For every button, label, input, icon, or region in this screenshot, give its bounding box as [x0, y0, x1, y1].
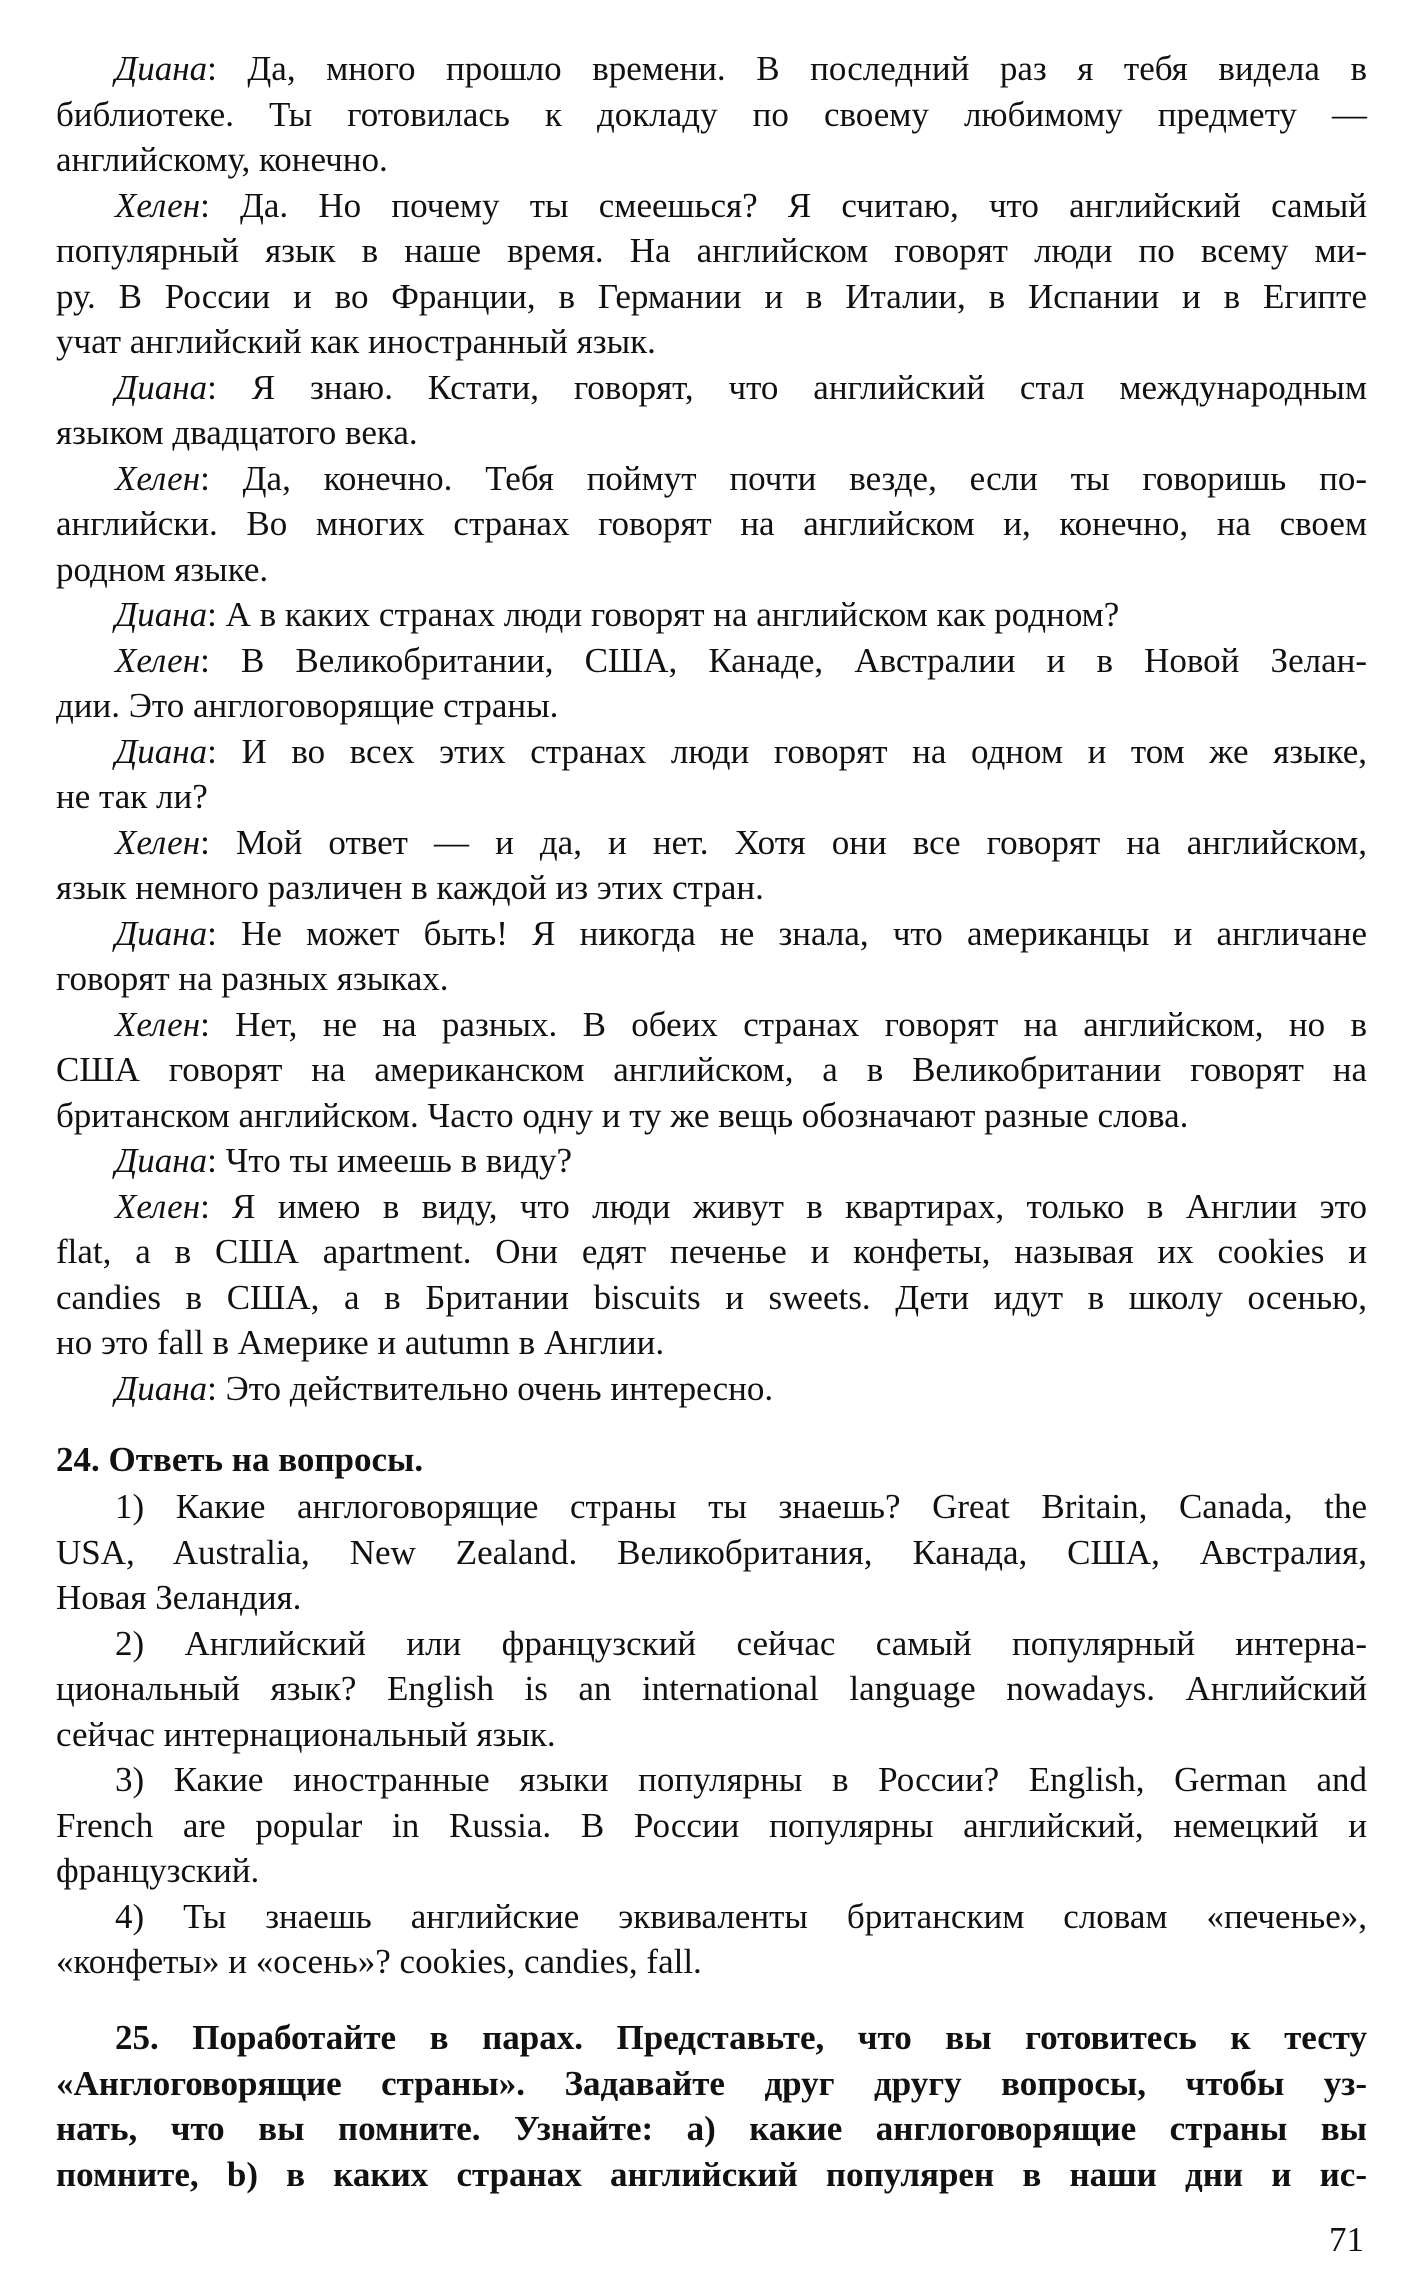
line-text: : В Великобритании, США, Канаде, Австралии и в Новой Зелан-	[200, 640, 1367, 680]
dialogue-line	[56, 1138, 1367, 1184]
speaker-name: Диана	[115, 913, 208, 953]
dialogue-line: популярный язык в наше время. На английском говорят люди по всему ми-	[56, 231, 1367, 270]
answer-line: USA, Australia, New Zealand. Великобритания, Канада, США, Австралия,	[56, 1532, 1367, 1572]
dialogue-line	[56, 365, 1367, 411]
dialogue-line	[56, 638, 1367, 684]
speaker-name: Хелен	[115, 1004, 201, 1044]
answer-line: французский.	[56, 1851, 260, 1890]
dialogue-line: flat, а в США apartment. Они едят печенье и конфеты, называя их cookies и	[56, 1232, 1367, 1271]
speaker-name: Хелен	[115, 185, 201, 225]
answer-line: 4) Ты знаешь английские эквиваленты британским словам «печенье»,	[115, 1896, 1367, 1936]
dialogue-line	[56, 911, 1367, 957]
speaker-name: Диана	[115, 49, 208, 88]
speaker-name: Хелен	[115, 458, 201, 498]
line-text: : Я имею в виду, что люди живут в квартирах, только в Англии это	[200, 1186, 1367, 1226]
dialogue-line: candies в США, а в Британии biscuits и sweets. Дети идут в школу осенью,	[56, 1277, 1367, 1317]
line-text: : Это действительно очень интересно.	[207, 1368, 774, 1408]
speaker-name: Хелен	[115, 822, 201, 862]
speaker-name: Диана	[115, 595, 208, 634]
line-text: : Я знаю. Кстати, говорят, что английский стал международным	[207, 367, 1367, 407]
task-line: 25. Поработайте в парах. Представьте, что вы готовитесь к тесту	[115, 2018, 1367, 2057]
line-text: : Что ты имеешь в виду?	[207, 1141, 572, 1180]
dialogue-line	[56, 729, 1367, 775]
answer-line: Новая Зеландия.	[56, 1578, 302, 1617]
line-text: : Мой ответ — и да, и нет. Хотя они все говорят на английском,	[200, 822, 1367, 862]
dialogue-line: британском английском. Часто одну и ту же вещь обозначают разные слова.	[56, 1095, 1189, 1135]
dialogue-line	[56, 1184, 1367, 1230]
dialogue-line: родном языке.	[56, 549, 269, 589]
dialogue-text	[56, 46, 1367, 1411]
answer-line: циональный язык? English is an international language nowadays. Английский	[56, 1669, 1367, 1708]
dialogue-line	[56, 1366, 1367, 1412]
dialogue-line	[56, 820, 1367, 866]
line-text: : Нет, не на разных. В обеих странах говорят на английском, но в	[200, 1004, 1367, 1044]
line-text: : Да. Но почему ты смеешься? Я считаю, что английский самый	[200, 185, 1367, 225]
line-text: : И во всех этих странах люди говорят на одном и том же языке,	[207, 731, 1367, 771]
answer-line: «конфеты» и «осень»? cookies, candies, fall.	[56, 1942, 702, 1981]
exercise-24-heading: 24. Ответь на вопросы.	[56, 1440, 424, 1479]
dialogue-line: но это fall в Америке и autumn в Англии.	[56, 1323, 665, 1362]
dialogue-line	[56, 1002, 1367, 1048]
task-line: помните, b) в каких странах английский популярен в наши дни и ис-	[56, 2154, 1367, 2194]
line-text: : А в каких странах люди говорят на английском как родном?	[207, 595, 1120, 634]
line-text: : Да, конечно. Тебя поймут почти везде, если ты говоришь по-	[200, 458, 1367, 498]
speaker-name: Хелен	[115, 640, 201, 680]
dialogue-line	[56, 456, 1367, 502]
speaker-name: Диана	[115, 731, 208, 771]
speaker-name: Диана	[115, 1368, 208, 1408]
dialogue-line: не так ли?	[56, 777, 208, 816]
dialogue-line: дии. Это англоговорящие страны.	[56, 686, 559, 725]
dialogue-line: ру. В России и во Франции, в Германии и в Италии, в Испании и в Египте	[56, 276, 1367, 316]
line-text: : Да, много прошло времени. В последний раз я тебя видела в	[207, 49, 1367, 88]
task-line: нать, что вы помните. Узнайте: a) какие англоговорящие страны вы	[56, 2109, 1367, 2148]
dialogue-line	[56, 592, 1367, 638]
dialogue-line: язык немного различен в каждой из этих стран.	[56, 868, 764, 907]
dialogue-line: библиотеке. Ты готовилась к докладу по своему любимому предмету —	[56, 94, 1367, 134]
answer-line: French are popular in Russia. В России популярны английский, немецкий и	[56, 1805, 1367, 1845]
page-number: 71	[1329, 2220, 1364, 2259]
dialogue-line: языком двадцатого века.	[56, 413, 418, 452]
task-line: «Англоговорящие страны». Задавайте друг другу вопросы, чтобы уз-	[56, 2063, 1367, 2103]
speaker-name: Диана	[115, 367, 208, 407]
line-text: : Не может быть! Я никогда не знала, что американцы и англичане	[207, 913, 1367, 953]
dialogue-line: учат английский как иностранный язык.	[56, 322, 656, 361]
answer-line: 2) Английский или французский сейчас самый популярный интерна-	[115, 1623, 1367, 1663]
exercise-25-task	[56, 2015, 1367, 2197]
dialogue-line: английски. Во многих странах говорят на английском и, конечно, на своем	[56, 504, 1367, 543]
answer-line: 1) Какие англоговорящие страны ты знаешь? Great Britain, Canada, the	[115, 1487, 1367, 1526]
speaker-name: Диана	[115, 1141, 208, 1180]
dialogue-line: говорят на разных языках.	[56, 959, 449, 998]
speaker-name: Хелен	[115, 1186, 201, 1226]
exercise-24-answers	[56, 1484, 1367, 1985]
dialogue-line	[56, 183, 1367, 229]
answer-line: сейчас интернациональный язык.	[56, 1714, 556, 1754]
dialogue-line: США говорят на американском английском, а в Великобритании говорят на	[56, 1050, 1367, 1089]
answer-line: 3) Какие иностранные языки популярны в России? English, German and	[115, 1760, 1367, 1799]
dialogue-line	[56, 46, 1367, 92]
dialogue-line: английскому, конечно.	[56, 140, 388, 179]
